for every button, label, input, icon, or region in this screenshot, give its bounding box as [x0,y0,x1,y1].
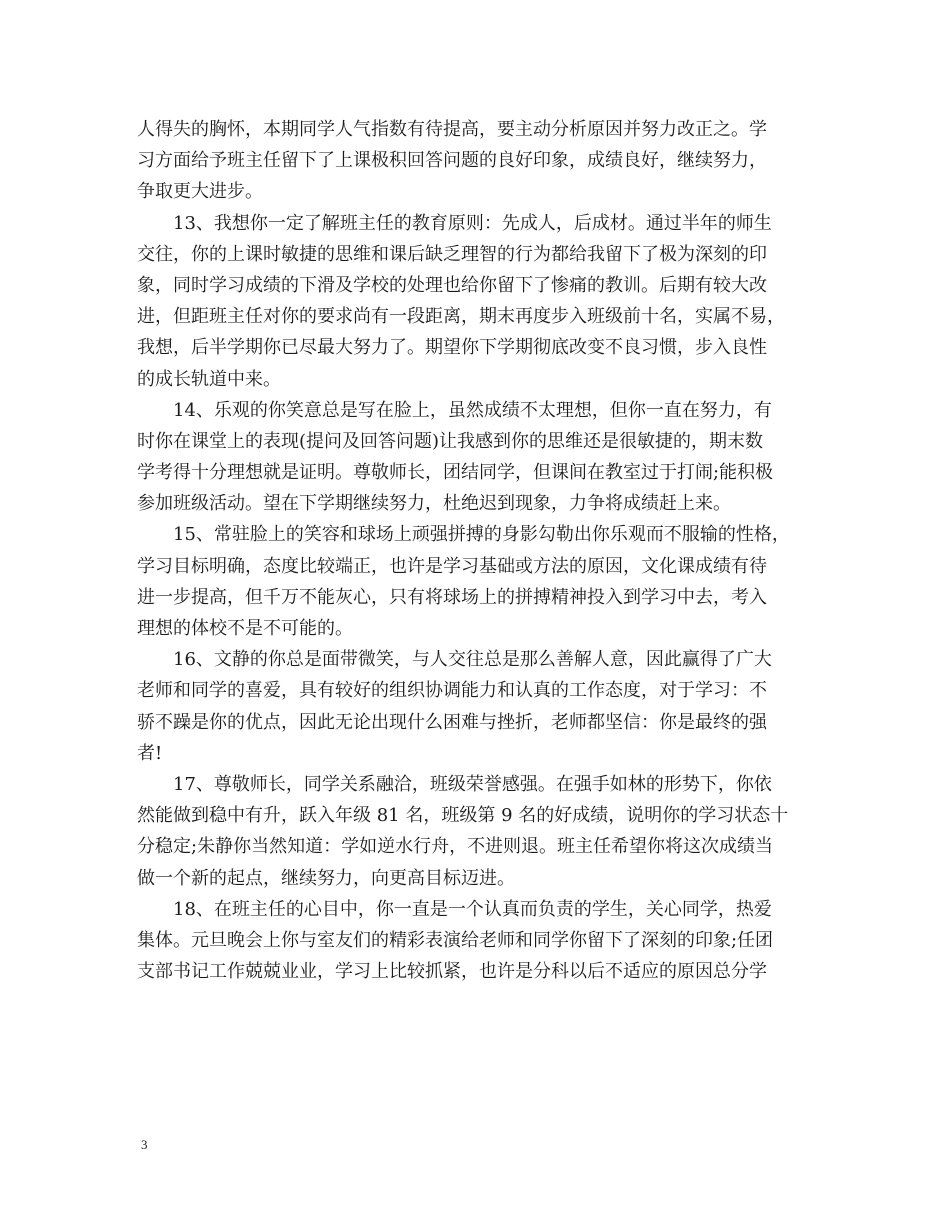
text-line: 时你在课堂上的表现(提问及回答问题)让我感到你的思维还是很敏捷的，期末数 [137,430,764,452]
paragraph-p12-tail [137,114,817,208]
text-line: 支部书记工作兢兢业业，学习上比较抓紧，也许是分科以后不适应的原因总分学 [137,961,767,983]
text-line: 18、在班主任的心目中，你一直是一个认真而负责的学生，关心同学，热爱 [173,898,772,920]
text-line: 习方面给予班主任留下了上课极积回答问题的良好印象，成绩良好，继续努力， [137,150,767,172]
text-line: 骄不躁是你的优点，因此无论出现什么困难与挫折，老师都坚信：你是最终的强 [137,711,767,733]
text-line: 进，但距班主任对你的要求尚有一段距离，期末再度步入班级前十名，实属不易， [137,306,785,328]
text-line: 的成长轨道中来。 [137,368,281,390]
text-line: 理想的体校不是不可能的。 [137,618,353,639]
text-line: 学习目标明确，态度比较端正，也许是学习基础或方法的原因，文化课成绩有待 [137,555,767,577]
text-line: 争取更大进步。 [137,181,263,203]
text-line: 人得失的胸怀，本期同学人气指数有待提高，要主动分析原因并努力改正之。学 [137,119,767,140]
page-number: 3 [141,1137,148,1152]
text-line: 14、乐观的你笑意总是写在脸上，虽然成绩不太理想，但你一直在努力，有 [173,399,772,421]
paragraph-p17 [137,769,817,894]
paragraph-p16 [137,644,817,769]
text-line: 16、文静的你总是面带微笑，与人交往总是那么善解人意，因此赢得了广大 [173,649,772,671]
text-line: 象，同时学习成绩的下滑及学校的处理也给你留下了惨痛的教训。后期有较大改 [137,274,767,296]
text-line: 集体。元旦晚会上你与室友们的精彩表演给老师和同学你留下了深刻的印象;任团 [137,929,774,951]
text-line: 分稳定;朱静你当然知道：学如逆水行舟，不进则退。班主任希望你将这次成绩当 [137,836,774,858]
text-line: 然能做到稳中有升，跃入年级 81 名，班级第 9 名的好成绩，说明你的学习状态十 [137,805,789,827]
text-line: 17、尊敬师长，同学关系融洽，班级荣誉感强。在强手如林的形势下，你依 [173,773,772,795]
paragraph-p14 [137,395,817,520]
paragraph-p13 [137,208,817,395]
text-line: 学考得十分理想就是证明。尊敬师长，团结同学，但课间在教室过于打闹;能积极 [137,462,774,484]
text-line: 15、常驻脸上的笑容和球场上顽强拼搏的身影勾勒出你乐观而不服输的性格， [173,524,790,546]
text-line: 做一个新的起点，继续努力，向更高目标迈进。 [137,867,515,889]
document-body [137,114,817,987]
text-line: 13、我想你一定了解班主任的教育原则：先成人，后成材。通过半年的师生 [173,212,772,234]
paragraph-p15 [137,519,817,644]
text-line: 参加班级活动。望在下学期继续努力，杜绝迟到现象，力争将成绩赶上来。 [137,493,731,515]
text-line: 者! [137,742,163,764]
text-line: 老师和同学的喜爱，具有较好的组织协调能力和认真的工作态度，对于学习：不 [137,680,767,702]
text-line: 交往，你的上课时敏捷的思维和课后缺乏理智的行为都给我留下了极为深刻的印 [137,243,767,265]
text-line: 进一步提高，但千万不能灰心，只有将球场上的拼搏精神投入到学习中去，考入 [137,586,767,608]
paragraph-p18 [137,894,817,988]
text-line: 我想，后半学期你已尽最大努力了。期望你下学期彻底改变不良习惯，步入良性 [137,337,767,359]
